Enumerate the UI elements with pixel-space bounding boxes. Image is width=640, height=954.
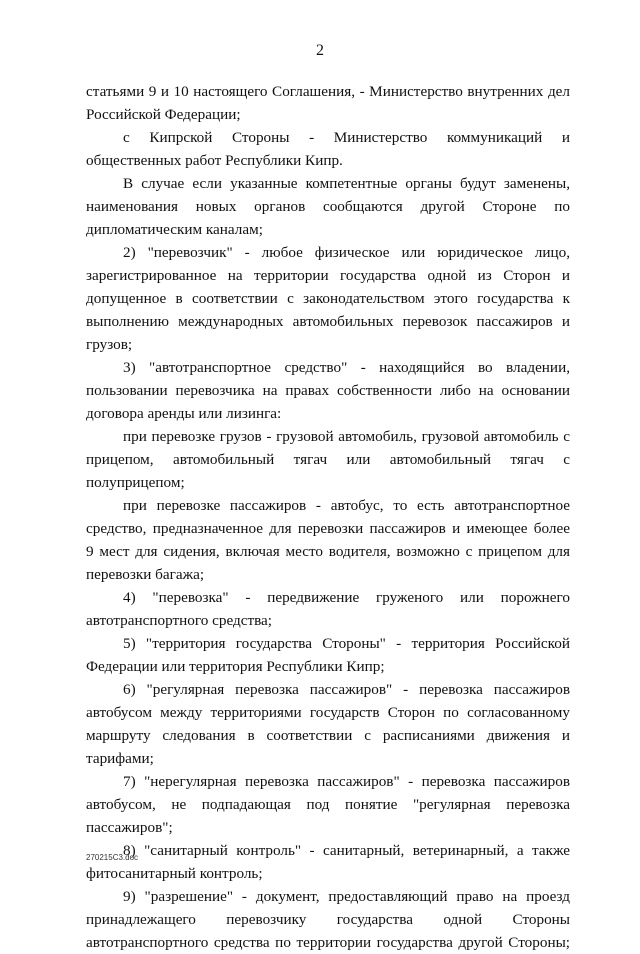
text-line: Российской Федерации; <box>86 106 241 123</box>
text-line: перевозки багажа; <box>86 566 205 583</box>
text-line: 4) "перевозка" - передвижение груженого или порожнего <box>123 589 570 606</box>
text-line: пассажиров"; <box>86 819 173 836</box>
text-line: полуприцепом; <box>86 474 185 491</box>
text-line: допущенное в соответствии с законодательством этого государства к <box>86 290 570 307</box>
page-number: 2 <box>316 42 324 59</box>
text-line: средство, предназначенное для перевозки пассажиров и имеющее более <box>86 520 570 537</box>
text-line: маршруту следования в соответствии с расписаниями движения и <box>86 727 570 744</box>
text-line: 6) "регулярная перевозка пассажиров" - перевозка пассажиров <box>123 681 570 698</box>
text-line: принадлежащего перевозчику государства одной Стороны <box>86 911 570 928</box>
text-line: наименования новых органов сообщаются другой Стороне по <box>86 198 570 215</box>
text-line: 5) "территория государства Стороны" - территория Российской <box>123 635 570 652</box>
text-line: фитосанитарный контроль; <box>86 865 263 882</box>
text-line: тарифами; <box>86 750 154 767</box>
text-line: 7) "нерегулярная перевозка пассажиров" - перевозка пассажиров <box>123 773 570 790</box>
text-line: общественных работ Республики Кипр. <box>86 152 343 169</box>
document-body <box>86 80 570 954</box>
text-line: автотранспортного средства; <box>86 612 273 629</box>
text-line: дипломатическим каналам; <box>86 221 263 238</box>
text-line: статьями 9 и 10 настоящего Соглашения, - Министерство внутренних дел <box>86 83 570 100</box>
text-line: 9) "разрешение" - документ, предоставляющий право на проезд <box>123 888 570 905</box>
text-line: 9 мест для сидения, включая место водителя, возможно с прицепом для <box>86 543 570 560</box>
text-line: выполнению международных автомобильных перевозок пассажиров и <box>86 313 570 330</box>
text-line: при перевозке пассажиров - автобус, то есть автотранспортное <box>123 497 570 514</box>
text-line: зарегистрированное на территории государства одной из Сторон и <box>86 267 570 284</box>
document-footer: 270215C3.doc <box>86 853 139 862</box>
text-line: договора аренды или лизинга: <box>86 405 282 422</box>
text-line: прицепом, автомобильный тягач или автомобильный тягач с <box>86 451 570 468</box>
text-line: Федерации или территория Республики Кипр; <box>86 658 385 675</box>
text-line: автобусом, не подпадающая под понятие "регулярная перевозка <box>86 796 570 813</box>
text-line: 3) "автотранспортное средство" - находящийся во владении, <box>123 359 570 376</box>
text-line: грузов; <box>86 336 133 353</box>
text-line: пользовании перевозчика на правах собственности либо на основании <box>86 382 570 399</box>
text-line: 8) "санитарный контроль" - санитарный, ветеринарный, а также <box>123 842 570 859</box>
text-line: с Кипрской Стороны - Министерство коммуникаций и <box>123 129 570 146</box>
text-line: В случае если указанные компетентные органы будут заменены, <box>123 175 570 192</box>
text-line: автобусом между территориями государств Сторон по согласованному <box>86 704 570 721</box>
text-line: автотранспортного средства по территории государства другой Стороны; <box>86 934 570 951</box>
text-line: при перевозке грузов - грузовой автомобиль, грузовой автомобиль с <box>123 428 570 445</box>
text-line: 2) "перевозчик" - любое физическое или юридическое лицо, <box>123 244 570 261</box>
